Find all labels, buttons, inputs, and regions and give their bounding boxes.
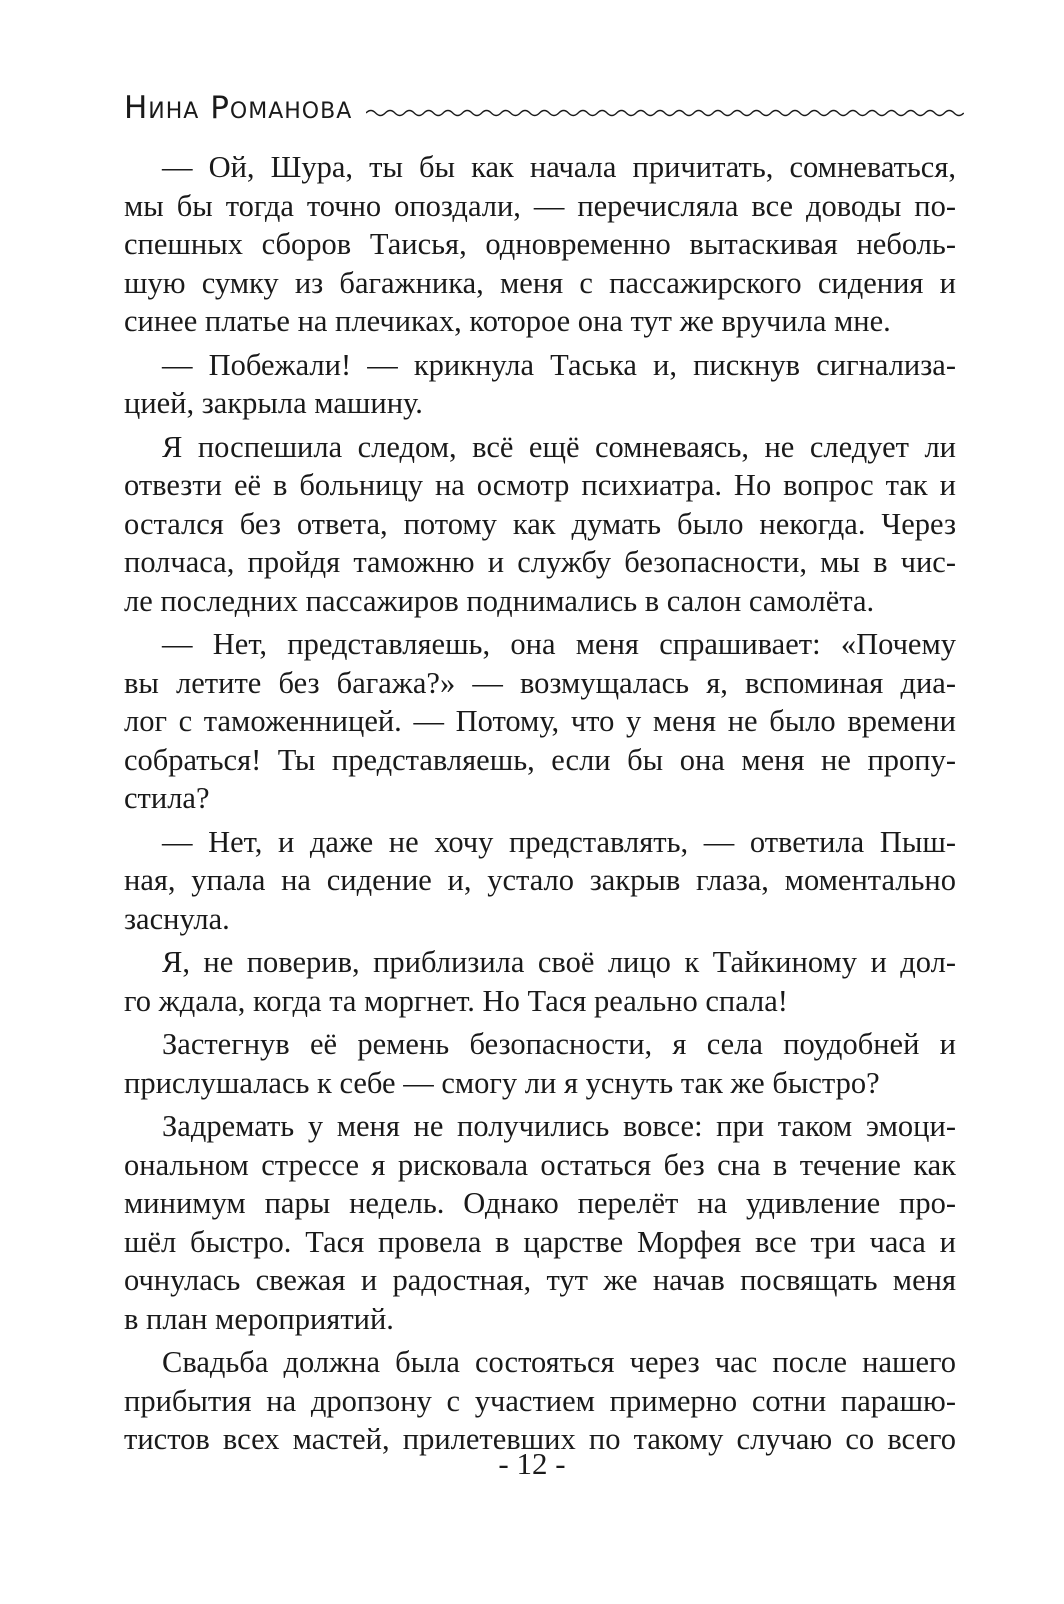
paragraph [124, 823, 956, 939]
text-line: тистов всех мастей, прилетевших по такому случаю со всего [124, 1422, 956, 1456]
text-line: ле последних пассажиров поднимались в салон самолёта. [124, 583, 875, 618]
text-line: в план мероприятий. [124, 1301, 394, 1336]
paragraph [124, 148, 956, 341]
text-line: Задремать у меня не получились вовсе: при таком эмоци- [162, 1109, 956, 1143]
text-line: заснула. [124, 901, 230, 936]
paragraph [124, 1107, 956, 1338]
paragraph [124, 1343, 956, 1459]
text-line: — Нет, и даже не хочу представлять, — ответила Пыш- [162, 824, 956, 859]
text-line: мы бы тогда точно опоздали, — перечисляла все доводы по- [124, 188, 956, 223]
text-line: ональном стрессе я рисковала остаться без сна в течение как [124, 1147, 956, 1182]
text-line: синее платье на плечиках, которое она тут же вручила мне. [124, 304, 891, 338]
paragraph [124, 1025, 956, 1102]
page-number: - 12 - [498, 1446, 566, 1481]
text-line: минимум пары недель. Однако перелёт на удивление про- [124, 1186, 956, 1220]
text-line: вы летите без багажа?» — возмущалась я, вспоминая диа- [124, 665, 956, 700]
paragraph [124, 346, 956, 423]
text-line: шую сумку из багажника, меня с пассажирского сидения и [124, 265, 956, 300]
paragraph [124, 625, 956, 818]
body-text [124, 148, 956, 1464]
text-line: полчаса, пройдя таможню и службу безопасности, мы в чис- [124, 545, 956, 579]
text-line: Я, не поверив, приблизила своё лицо к Тайкиному и дол- [162, 945, 956, 979]
text-line: шёл быстро. Тася провела в царстве Морфея все три часа и [124, 1224, 956, 1259]
text-line: прибытия на дропзону с участием примерно сотни парашю- [124, 1383, 956, 1418]
text-line: прислушалась к себе — смогу ли я уснуть так же быстро? [124, 1065, 880, 1100]
text-line: спешных сборов Таисья, одновременно вытаскивая неболь- [124, 227, 956, 261]
text-line: — Ой, Шура, ты бы как начала причитать, сомневаться, [162, 150, 956, 184]
decorative-wave-rule [366, 106, 964, 120]
text-line: — Побежали! — крикнула Таська и, пискнув сигнализа- [162, 347, 956, 382]
text-line: собраться! Ты представляешь, если бы она меня не пропу- [124, 742, 956, 777]
author-name: Нина Романова [124, 90, 353, 126]
text-line: очнулась свежая и радостная, тут же начав посвящать меня [124, 1263, 956, 1297]
paragraph [124, 428, 956, 621]
paragraph [124, 943, 956, 1020]
text-line: стила? [124, 781, 210, 815]
text-line: остался без ответа, потому как думать было некогда. Через [124, 506, 956, 541]
running-header [124, 84, 964, 124]
text-line: Застегнув её ремень безопасности, я села поудобней и [162, 1027, 956, 1061]
text-line: — Нет, представляешь, она меня спрашивает: «Почему [162, 627, 956, 661]
text-line: го ждала, когда та моргнет. Но Тася реально спала! [124, 983, 788, 1018]
text-line: ная, упала на сидение и, устало закрыв глаза, моментально [124, 863, 956, 897]
text-line: Я поспешила следом, всё ещё сомневаясь, не следует ли [162, 429, 956, 464]
text-line: цией, закрыла машину. [124, 386, 423, 420]
text-line: Свадьба должна была состояться через час после нашего [162, 1345, 956, 1379]
text-line: отвезти её в больницу на осмотр психиатра. Но вопрос так и [124, 468, 956, 502]
text-line: лог с таможенницей. — Потому, что у меня не было времени [124, 704, 956, 738]
